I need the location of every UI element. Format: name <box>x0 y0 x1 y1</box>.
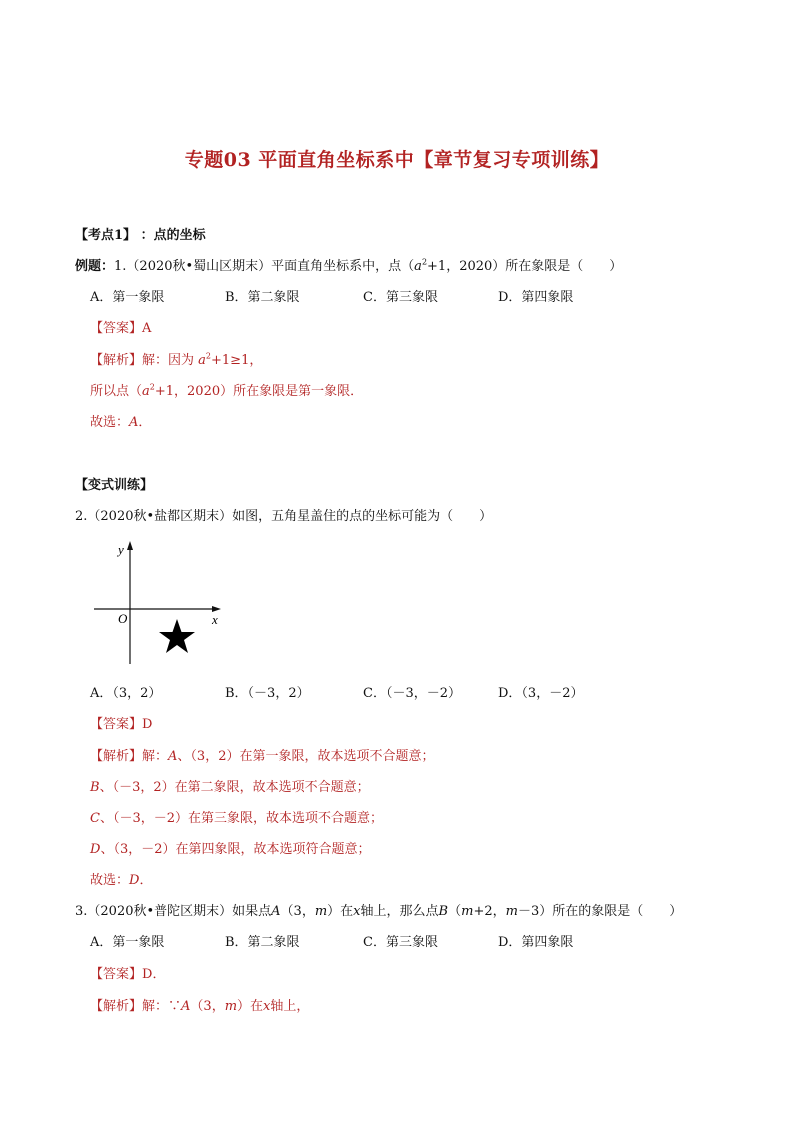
q1-choose <box>90 414 151 432</box>
q3-stem-g: －3）所在的象限是（ ） <box>517 904 683 919</box>
q1-analysis-b: +1≥1， <box>211 353 263 368</box>
q3-var-m3: m <box>505 904 518 919</box>
q2-choose-end: ． <box>139 873 153 888</box>
q1-line2-b: +1，2020）所在象限是第一象限． <box>154 384 364 399</box>
q3-analysis-label: 【解析】 <box>90 999 143 1014</box>
q3-analysis-var-a: A <box>181 999 191 1014</box>
q2-choose <box>90 872 152 890</box>
example-prefix: 例题： <box>75 259 115 274</box>
q3-stem-e: （ <box>448 904 462 919</box>
q3-option-b: B．第二象限 <box>225 935 300 950</box>
section-heading-2: 【变式训练】 <box>75 478 154 493</box>
q1-analysis-line2 <box>90 383 363 401</box>
q2-choose-label: 故选： <box>90 873 130 888</box>
q1-analysis <box>90 352 262 370</box>
q2-option-c: C．（－3，－2） <box>363 686 461 701</box>
page-title: 专题03 平面直角坐标系中【章节复习专项训练】 <box>184 149 610 171</box>
q2-option-b: B．（－3，2） <box>225 686 310 701</box>
q2-analysis-line4 <box>90 841 370 859</box>
q3-stem-c: ）在 <box>327 904 354 919</box>
q2-answer-value: D <box>142 717 153 732</box>
q1-line2-a: 所以点（ <box>90 384 143 399</box>
q1-analysis-sup: 2 <box>205 351 212 361</box>
q3-stem-f: +2， <box>473 904 506 919</box>
q3-analysis-c: ）在 <box>237 999 264 1014</box>
q2-line4-text: 、（3，－2）在第四象限，故本选项符合题意； <box>100 842 371 857</box>
q1-line2-sup: 2 <box>149 382 155 392</box>
q3-var-m: m <box>314 904 328 919</box>
q2-analysis-a: 解： <box>142 749 169 764</box>
q3-var-b: B <box>438 904 449 919</box>
q3-analysis-b: （3， <box>190 999 225 1014</box>
q2-line1-text: 、（3，2）在第一象限，故本选项不合题意； <box>177 749 435 764</box>
q1-choose-label: 故选： <box>90 415 130 430</box>
q1-choose-value: A <box>129 415 139 430</box>
q1-analysis-a: 解：因为 <box>142 353 199 368</box>
q2-line1-var: A <box>168 749 178 764</box>
q2-answer-label: 【答案】 <box>90 717 143 732</box>
q2-line4-var: D <box>90 842 101 857</box>
q1-answer-value: A <box>142 321 152 336</box>
q2-answer <box>90 716 152 734</box>
q1-sup: 2 <box>421 257 428 267</box>
q2-analysis-label: 【解析】 <box>90 749 143 764</box>
q2-analysis-line2 <box>90 779 370 797</box>
q1-answer <box>90 320 151 338</box>
q1-answer-label: 【答案】 <box>90 321 143 336</box>
q2-option-a: A．（3，2） <box>90 686 162 701</box>
coordinate-graph <box>88 538 228 668</box>
y-axis-arrow <box>127 541 133 550</box>
q1-option-d: D．第四象限 <box>498 290 574 305</box>
q2-option-d: D．（3，－2） <box>498 686 584 701</box>
x-axis-label: x <box>212 612 218 627</box>
q2-analysis-line3 <box>90 810 383 828</box>
q3-analysis-var-x: x <box>263 999 271 1014</box>
q2-analysis-line1 <box>90 748 434 766</box>
question-3-stem <box>75 903 682 921</box>
q3-analysis <box>90 998 309 1016</box>
q3-var-x: x <box>353 904 361 919</box>
origin-label: O <box>118 611 128 626</box>
q3-analysis-a: 解：∵ <box>142 999 182 1014</box>
q1-line2-var: a <box>142 384 150 399</box>
q3-var-m2: m <box>461 904 474 919</box>
q1-analysis-label: 【解析】 <box>90 353 143 368</box>
q1-option-b: B．第二象限 <box>225 290 300 305</box>
question-2-stem: 2.（2020秋•盐都区期末）如图，五角星盖住的点的坐标可能为（ ） <box>75 509 493 524</box>
q3-var-a: A <box>271 904 281 919</box>
q2-line3-var: C <box>90 811 100 826</box>
q1-analysis-var: a <box>198 353 206 368</box>
q2-line3-text: 、（－3，－2）在第三象限，故本选项不合题意； <box>99 811 383 826</box>
question-1-stem <box>75 258 622 276</box>
q1-option-a: A．第一象限 <box>90 290 165 305</box>
q3-analysis-d: 轴上， <box>270 999 310 1014</box>
section-heading-1: 【考点1】 ：点的坐标 <box>75 228 206 243</box>
q1-var-a: a <box>414 259 422 274</box>
q1-stem-a: 1.（2020秋•蜀山区期末）平面直角坐标系中，点（ <box>114 259 415 274</box>
q3-option-d: D．第四象限 <box>498 935 574 950</box>
y-axis-label: y <box>118 542 124 557</box>
q1-option-c: C．第三象限 <box>363 290 438 305</box>
q2-line2-var: B <box>90 780 100 795</box>
star-icon <box>159 619 195 653</box>
q3-answer-label: 【答案】 <box>90 967 143 982</box>
q1-choose-end: ． <box>138 415 152 430</box>
q3-option-c: C．第三象限 <box>363 935 438 950</box>
q2-line2-text: 、（－3，2）在第二象限，故本选项不合题意； <box>99 780 370 795</box>
q3-stem-a: 3.（2020秋•普陀区期末）如果点 <box>75 904 272 919</box>
q3-stem-d: 轴上，那么点 <box>360 904 439 919</box>
q3-option-a: A．第一象限 <box>90 935 165 950</box>
q1-stem-b: +1，2020）所在象限是（ ） <box>427 259 623 274</box>
q3-answer-value: D． <box>142 967 166 982</box>
q3-stem-b: （3， <box>280 904 315 919</box>
q3-answer <box>90 966 165 984</box>
q3-analysis-var-m: m <box>224 999 238 1014</box>
q2-choose-value: D <box>129 873 140 888</box>
